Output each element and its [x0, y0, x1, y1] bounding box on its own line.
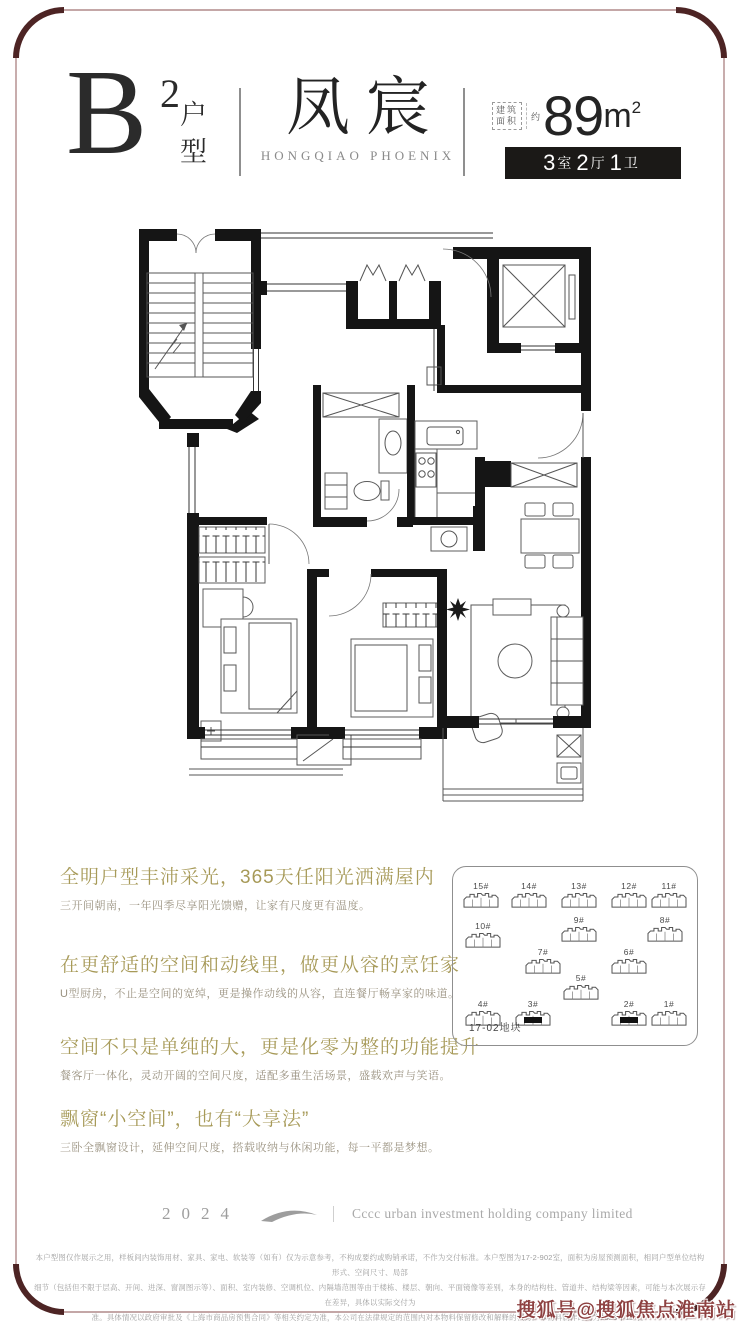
building-footprint-icon: [562, 983, 600, 1000]
building-label: 7#: [537, 947, 549, 957]
section-2-body: U型厨房，不止是空间的宽绰，更是操作动线的从容，直连餐厅畅享家的味道。: [60, 988, 460, 1000]
spec-livingrooms-count: 2: [576, 150, 589, 175]
corridor-shaft: [427, 325, 445, 393]
unit-type-label: 户型: [176, 100, 206, 174]
toilet: [354, 482, 380, 501]
area-unit: $m^2$: [603, 96, 642, 135]
footer-divider: [333, 1206, 334, 1222]
disclaimer-line-3: 准。具体情况以政府审批及《上海市商品房预售合同》等相关约定为准，本公司在法律规定的范围内对本物料保留修改和解释的权力。本物料制作时间为2023年11月。: [91, 1313, 649, 1322]
floor-plan: [131, 220, 615, 822]
entry-door: [538, 413, 583, 458]
siteplan-building-8: [646, 915, 684, 942]
desk-chair: [243, 597, 253, 617]
corridor-window: [259, 281, 346, 295]
siteplan-building-5: [562, 973, 600, 1000]
south-wall-and-bays: [187, 727, 447, 775]
siteplan-building-14: [510, 881, 548, 908]
unit-type-letter: B: [66, 45, 148, 180]
area-label-box: [492, 102, 522, 130]
spec-bedrooms-unit: 室: [557, 155, 572, 171]
dining-chair: [525, 555, 545, 568]
siteplan-building-1: [650, 999, 688, 1026]
building-footprint-icon: [462, 891, 500, 908]
disclaimer-line-1: 本户型图仅作展示之用，样板间内装饰用材、家具、家电、软装等（如有）仅为示意参考，不构成要约或购销承诺，不作为交付标准。本户型图为17-2-902室，面积为房屋预测面积，相同户型单位结构形式、空间尺寸、局部: [35, 1253, 705, 1277]
siteplan-building-7: [524, 947, 562, 974]
building-label: 9#: [573, 915, 585, 925]
balcony: [441, 716, 583, 801]
building-label: 3#: [527, 999, 539, 1009]
building-label: 14#: [521, 881, 537, 891]
bay-window: [201, 739, 297, 759]
siteplan-building-6: [610, 947, 648, 974]
dining-table: [521, 519, 579, 553]
section-2-heading: 在更舒适的空间和动线里，做更从容的烹饪家: [60, 955, 461, 976]
building-label: 5#: [575, 973, 587, 983]
header-divider-left: [239, 88, 241, 176]
unit-type-superscript: 2: [160, 71, 180, 116]
bay-window: [343, 739, 421, 759]
building-label: 12#: [621, 881, 637, 891]
header-divider-right: [463, 88, 465, 176]
round-table: [498, 644, 532, 678]
section-1-heading: 全明户型丰沛采光，365天任阳光洒满屋内: [60, 867, 435, 888]
building-label: 8#: [659, 915, 671, 925]
section-3-heading: 空间不只是单纯的大，更是化零为整的功能提升: [60, 1037, 481, 1058]
building-label: 10#: [475, 921, 491, 931]
siteplan-building-10: [464, 921, 502, 948]
building-footprint-icon: [510, 891, 548, 908]
area-approx-label: 约: [526, 103, 540, 129]
logo-swoosh-icon: [258, 1202, 320, 1226]
dining-area: [473, 503, 579, 568]
bedroom-left: [187, 433, 309, 741]
spec-bedrooms-count: 3: [543, 150, 556, 175]
company-name: Cccc urban investment holding company limited: [352, 1206, 633, 1221]
building-label: 6#: [623, 947, 635, 957]
building-footprint-icon: [560, 891, 598, 908]
site-plan: [452, 866, 698, 1046]
dining-chair: [525, 503, 545, 516]
spec-bathrooms-count: 1: [609, 150, 622, 175]
siteplan-building-11: [650, 881, 688, 908]
disclaimer-line-2: 细节（包括但不限于层高、开间、进深、窗洞图示等）、面积、室内装修、空调机位、内隔墙范围等由于楼栋、楼层、朝向、平面镜像等差别，本身的结构柱、管道井、结构梁等因素，可能与本次展示存在差异，具体以实际交付为: [34, 1283, 706, 1307]
kitchen-counter-bottom: [437, 493, 477, 521]
bed: [221, 619, 297, 713]
building-label: 2#: [623, 999, 635, 1009]
building-label: 13#: [571, 881, 587, 891]
section-3-body: 餐客厅一体化，灵动开阔的空间尺度，适配多重生活场景，盛载欢声与笑语。: [60, 1070, 451, 1082]
building-footprint-icon: [610, 957, 648, 974]
spec-livingrooms-unit: 厅: [590, 155, 605, 171]
building-footprint-icon: [610, 1009, 648, 1026]
laundry-nook: [431, 527, 467, 551]
dining-chair: [553, 555, 573, 568]
watermark: 搜狐号@搜狐焦点淮南站: [516, 1300, 736, 1321]
spec-bathrooms-unit: 卫: [623, 155, 638, 171]
ac-platform: [346, 265, 441, 329]
bed: [351, 639, 433, 717]
building-label: 11#: [661, 881, 677, 891]
area-unit-superscript: 2: [631, 97, 642, 117]
building-footprint-icon: [650, 891, 688, 908]
dining-chair: [553, 503, 573, 516]
siteplan-building-15: [462, 881, 500, 908]
section-4-heading: 飘窗“小空间”，也有“大享法”: [60, 1109, 310, 1130]
bedroom-left-door-arc: [269, 524, 309, 564]
room-spec-badge: [505, 147, 681, 179]
bedroom-middle: [307, 569, 447, 735]
siteplan-building-13: [560, 881, 598, 908]
siteplan-building-9: [560, 915, 598, 942]
siteplan-building-2: [610, 999, 648, 1026]
building-footprint-icon: [610, 891, 648, 908]
building-label: 4#: [477, 999, 489, 1009]
bathroom: [313, 385, 413, 527]
building-label: 1#: [663, 999, 675, 1009]
building-footprint-icon: [650, 1009, 688, 1026]
bedroom-middle-door-arc: [329, 574, 371, 616]
floor-lamp: [557, 605, 569, 617]
project-name-block: [258, 74, 458, 164]
logo-year: 2024: [162, 1204, 240, 1223]
area-label-line1: 建筑: [496, 105, 519, 115]
area-value: 89: [543, 84, 604, 147]
project-name: 凤宸: [286, 72, 446, 143]
section-4-body: 三卧全飘窗设计，延伸空间尺度，搭载收纳与休闲功能，每一平都是梦想。: [60, 1142, 440, 1154]
top-parapet-line: [261, 233, 493, 238]
section-1-body: 三开间朝南，一年四季尽享阳光馈赠，让家有尺度更有温度。: [60, 900, 371, 912]
elevator: [453, 247, 591, 353]
area-label-line2: 面积: [496, 116, 519, 126]
building-footprint-icon: [646, 925, 684, 942]
building-footprint-icon: [560, 925, 598, 942]
plant-icon: [446, 598, 470, 621]
stairwell: [139, 229, 261, 433]
building-label: 15#: [473, 881, 489, 891]
siteplan-building-12: [610, 881, 648, 908]
kitchen: [407, 385, 485, 525]
plot-label: 17-02地块: [469, 1023, 522, 1034]
bathroom-sink-counter: [379, 419, 407, 473]
building-footprint-icon: [524, 957, 562, 974]
area-row: [492, 84, 692, 147]
floor-plan-svg: [131, 220, 615, 822]
project-name-en: HONGQIAO PHOENIX: [260, 148, 456, 164]
tv-console: [493, 599, 531, 615]
bathroom-shelf: [325, 473, 347, 509]
building-footprint-icon: [464, 931, 502, 948]
